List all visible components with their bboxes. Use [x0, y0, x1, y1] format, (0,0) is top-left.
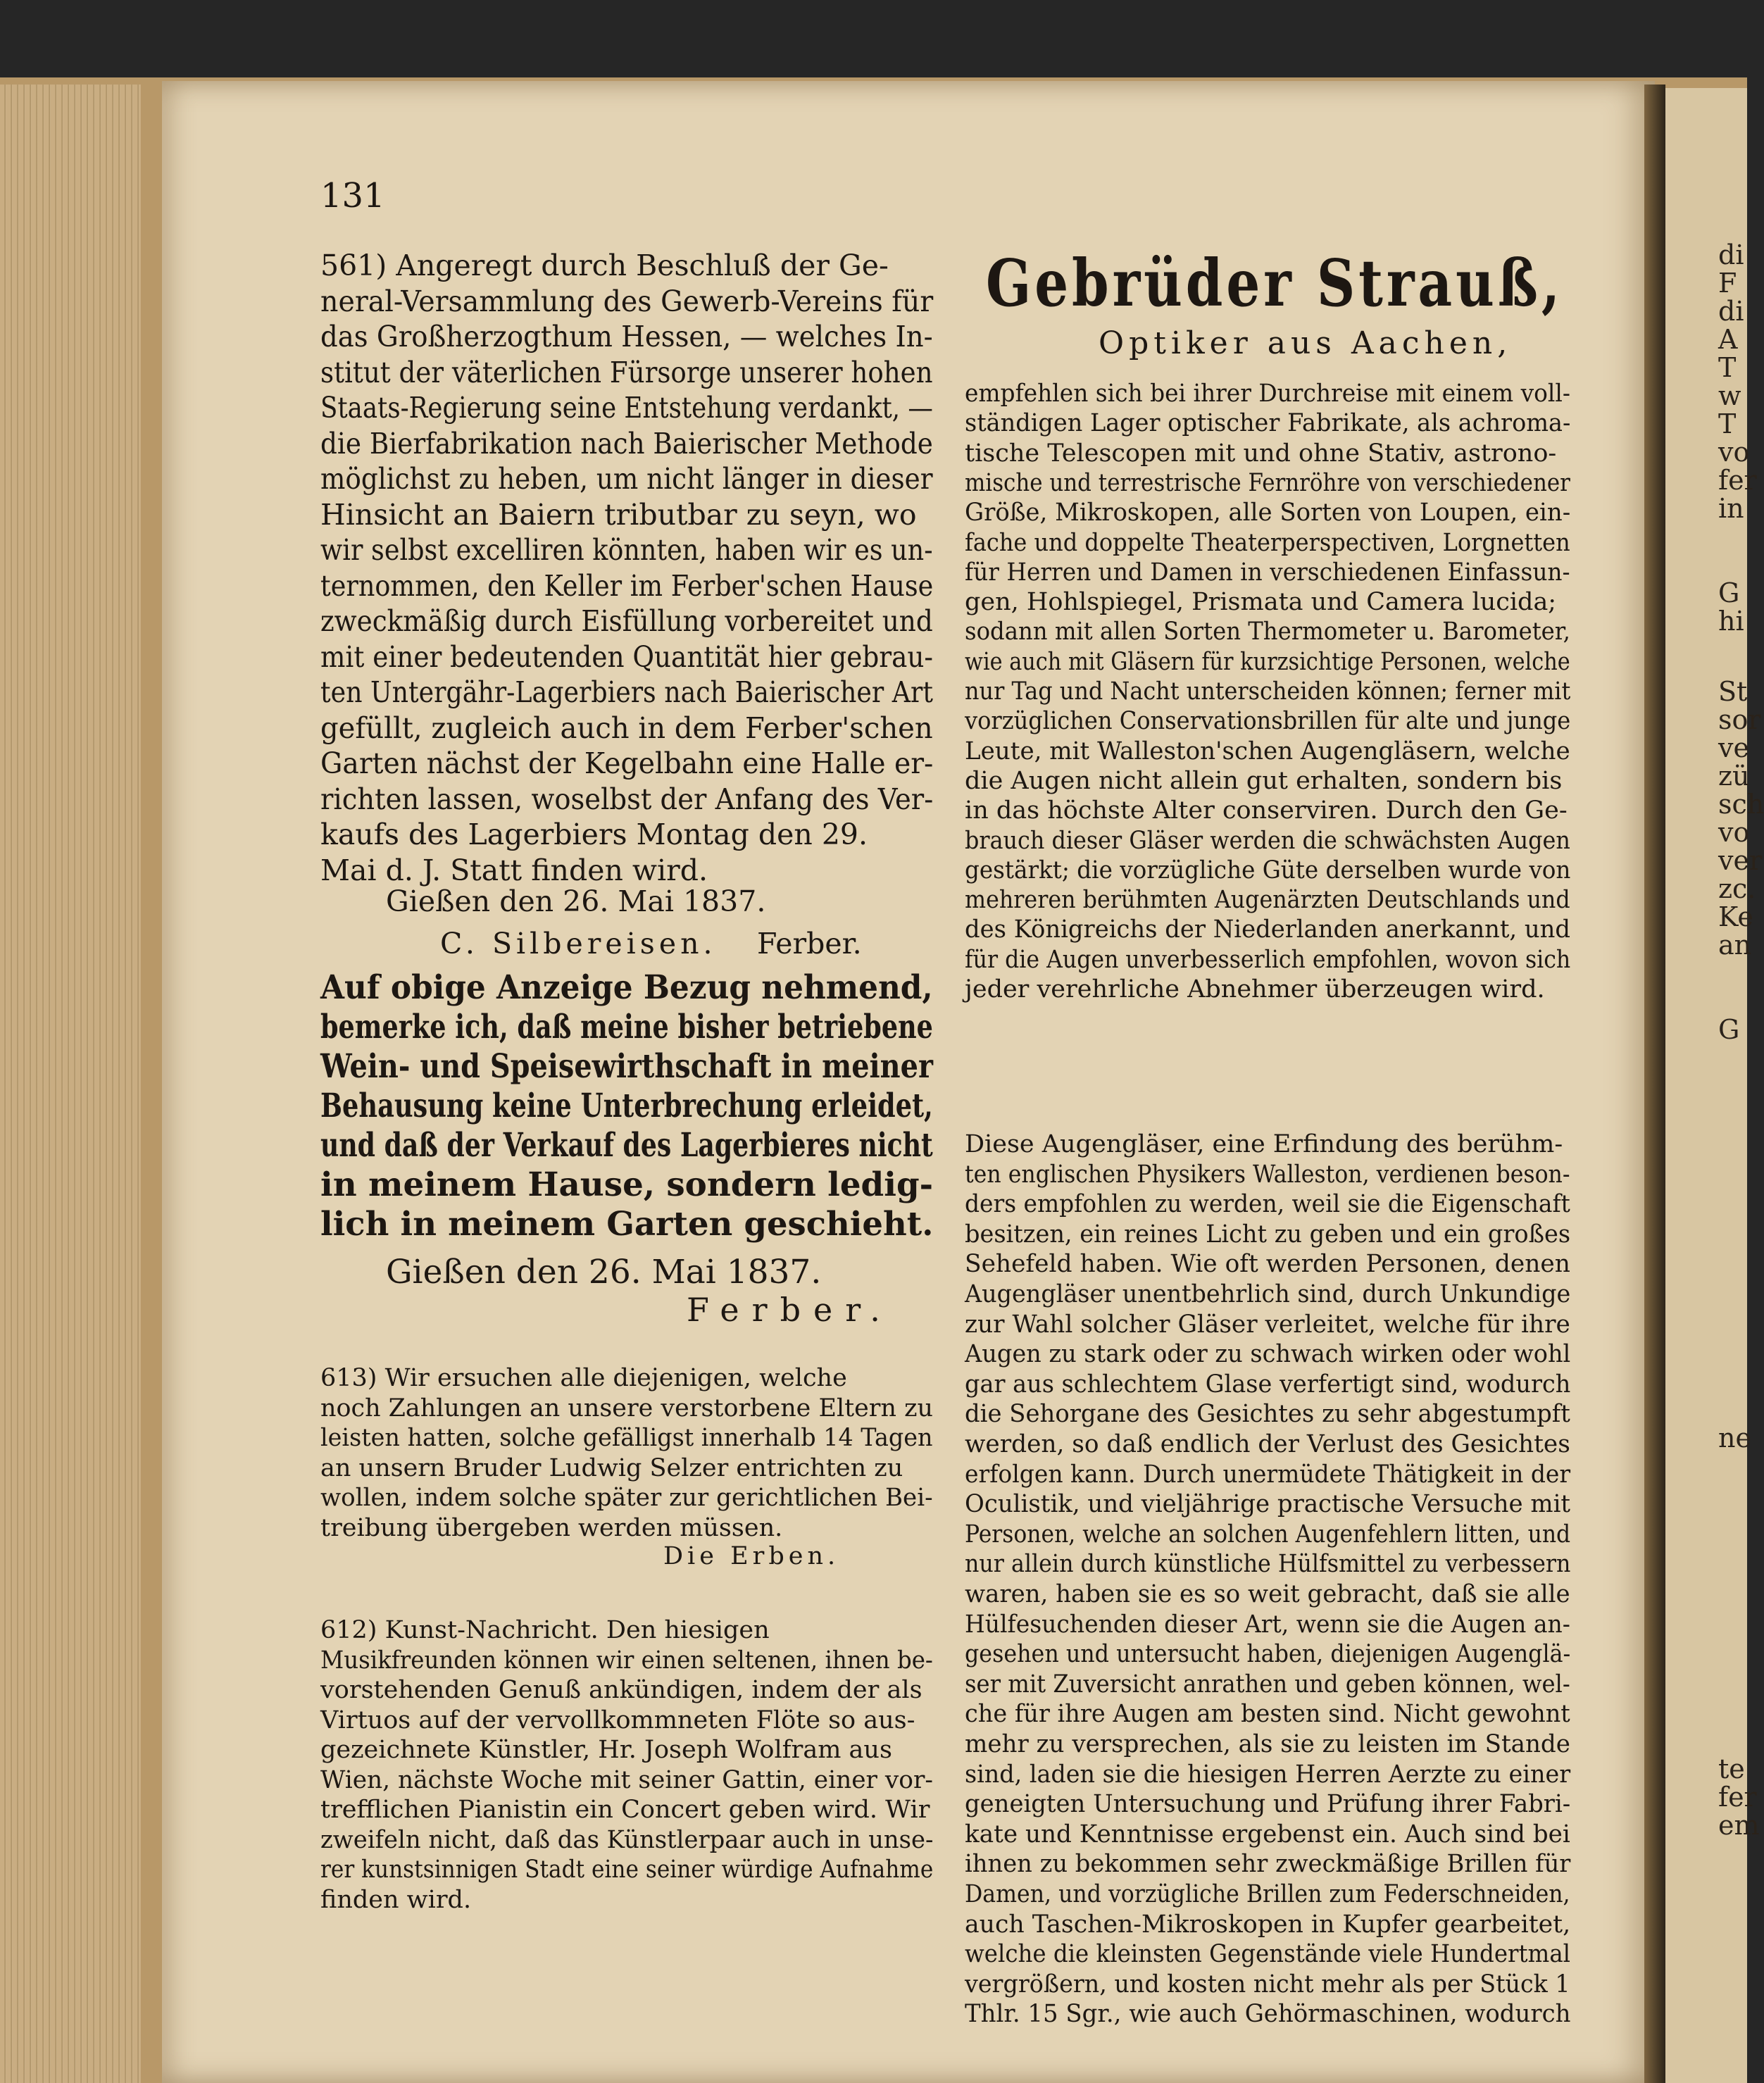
- text-line: nur allein durch künstliche Hülfsmittel zu verbessern: [965, 1550, 1571, 1579]
- signature-ferber: Ferber.: [757, 927, 862, 961]
- text-line: in das höchste Alter conserviren. Durch den Ge-: [965, 796, 1568, 825]
- text-line: Augengläser unentbehrlich sind, durch Unkundige: [965, 1280, 1571, 1308]
- text-line: Größe, Mikroskopen, alle Sorten von Loupen, ein-: [965, 499, 1571, 527]
- text-line: che für ihre Augen am besten sind. Nicht gewohnt: [965, 1700, 1570, 1729]
- text-line: Sehefeld haben. Wie oft werden Personen, denen: [965, 1250, 1570, 1279]
- text-line: welche die kleinsten Gegenstände viele Hundertmal: [965, 1940, 1571, 1969]
- text-line: Staats-Regierung seine Entstehung verdankt, —: [320, 391, 933, 425]
- text-line: Augen zu stark oder zu schwach wirken oder wohl: [965, 1340, 1571, 1369]
- text-line: sodann mit allen Sorten Thermometer u. Barometer,: [965, 618, 1570, 646]
- text-line: nur Tag und Nacht unterscheiden können; ferner mit: [965, 677, 1571, 706]
- next-page-fragment: F: [1718, 268, 1737, 299]
- next-page-fragment: di: [1718, 296, 1744, 327]
- text-line: mit einer bedeutenden Quantität hier gebrau-: [320, 639, 934, 674]
- text-line: Leute, mit Walleston'schen Augengläsern, welche: [965, 737, 1570, 765]
- page-edges: [0, 85, 141, 2083]
- text-line: vergrößern, und kosten nicht mehr als per Stück 1: [965, 1970, 1570, 1998]
- text-line: ten Untergähr-Lagerbiers nach Baierischer Art: [320, 675, 933, 709]
- next-page-fragment: sch: [1718, 789, 1764, 820]
- date-2: Gießen den 26. Mai 1837.: [386, 1253, 822, 1291]
- text-line: ihnen zu bekommen sehr zweckmäßige Brillen für: [965, 1850, 1571, 1879]
- text-line: waren, haben sie es so weit gebracht, daß sie alle: [965, 1580, 1570, 1608]
- next-page-fragment: ne: [1718, 1422, 1751, 1453]
- next-page-fragment: T: [1718, 352, 1737, 383]
- text-line: gefüllt, zugleich auch in dem Ferber'schen: [320, 711, 933, 745]
- text-line: Virtuos auf der vervollkommneten Flöte so aus-: [320, 1706, 915, 1734]
- text-line: rer kunstsinnigen Stadt eine seiner würdige Aufnahme: [320, 1856, 934, 1884]
- next-page-fragment: A: [1718, 324, 1738, 355]
- text-line: ständigen Lager optischer Fabrikate, als achroma-: [965, 409, 1571, 438]
- text-line: in meinem Hause, sondern ledig-: [320, 1165, 934, 1204]
- text-line: fache und doppelte Theaterperspectiven, Lorgnetten: [965, 528, 1570, 557]
- date-1: Gießen den 26. Mai 1837.: [386, 884, 766, 918]
- next-page-fragment: Ke: [1718, 901, 1753, 932]
- text-line: für die Augen unverbesserlich empfohlen, wovon sich: [965, 945, 1571, 974]
- text-line: tische Telescopen mit und ohne Stativ, astrono-: [965, 439, 1557, 468]
- text-line: zur Wahl solcher Gläser verleitet, welche für ihre: [965, 1310, 1570, 1339]
- page-number: 131: [320, 176, 385, 215]
- text-line: wie auch mit Gläsern für kurzsichtige Personen, welche: [965, 647, 1570, 676]
- text-line: 561) Angeregt durch Beschluß der Ge-: [320, 249, 889, 282]
- text-line: und daß der Verkauf des Lagerbieres nicht: [320, 1126, 933, 1165]
- text-line: die Sehorgane des Gesichtes zu sehr abgestumpft: [965, 1400, 1570, 1429]
- next-page-fragment: zü: [1718, 761, 1750, 792]
- text-line: noch Zahlungen an unsere verstorbene Eltern zu: [320, 1394, 933, 1422]
- text-line: vorzüglichen Conservationsbrillen für alte und junge: [965, 707, 1571, 736]
- text-line: die Bierfabrikation nach Baierischer Methode: [320, 426, 933, 461]
- text-line: wollen, indem solche später zur gerichtlichen Bei-: [320, 1484, 933, 1512]
- next-page-fragment: G: [1718, 1014, 1740, 1045]
- text-line: gezeichnete Künstler, Hr. Joseph Wolfram aus: [320, 1736, 892, 1764]
- next-page-fragment: te: [1718, 1753, 1745, 1784]
- text-line: möglichst zu heben, um nicht länger in dieser: [320, 462, 933, 496]
- text-line: gar aus schlechtem Glase verfertigt sind, wodurch: [965, 1370, 1571, 1399]
- text-line: lich in meinem Garten geschieht.: [320, 1205, 934, 1244]
- next-page-fragment: ver: [1718, 845, 1763, 876]
- text-line: neral-Versammlung des Gewerb-Vereins für: [320, 284, 934, 318]
- text-line: Hülfesuchenden dieser Art, wenn sie die Augen an-: [965, 1610, 1570, 1639]
- next-page-fragment: em: [1718, 1810, 1760, 1841]
- text-line: ten englischen Physikers Walleston, verdienen beson-: [965, 1160, 1570, 1189]
- text-line: werden, so daß endlich der Verlust des Gesichtes: [965, 1430, 1570, 1458]
- text-line: richten lassen, woselbst der Anfang des Ver-: [320, 782, 934, 816]
- next-page-fragment: hi: [1718, 606, 1744, 637]
- text-line: bemerke ich, daß meine bisher betriebene: [320, 1008, 933, 1046]
- text-line: Auf obige Anzeige Bezug nehmend,: [320, 968, 933, 1007]
- text-line: Oculistik, und vieljährige practische Versuche mit: [965, 1490, 1571, 1519]
- text-line: mehreren berühmten Augenärzten Deutschlands und: [965, 886, 1570, 915]
- text-line: für Herren und Damen in verschiedenen Einfassun-: [965, 558, 1570, 587]
- text-line: Diese Augengläser, eine Erfindung des berühm-: [965, 1130, 1563, 1158]
- text-line: trefflichen Pianistin ein Concert geben wird. Wir: [320, 1796, 930, 1824]
- text-line: die Augen nicht allein gut erhalten, sondern bis: [965, 766, 1563, 795]
- next-page-fragment: an: [1718, 930, 1752, 961]
- text-line: ders empfohlen zu werden, weil sie die Eigenschaft: [965, 1190, 1570, 1219]
- text-line: 612) Kunst-Nachricht. Den hiesigen: [320, 1616, 770, 1644]
- text-line: Hinsicht an Baiern tributbar zu seyn, wo: [320, 497, 917, 532]
- text-line: ser mit Zuversicht anrathen und geben können, wel-: [965, 1670, 1570, 1699]
- text-line: mische und terrestrische Fernröhre von verschiedener: [965, 468, 1570, 497]
- signature-erben: Die Erben.: [663, 1542, 840, 1570]
- text-line: zweckmäßig durch Eisfüllung vorbereitet und: [320, 604, 933, 638]
- text-line: ternommen, den Keller im Ferber'schen Hause: [320, 568, 934, 603]
- text-line: 613) Wir ersuchen alle diejenigen, welche: [320, 1364, 847, 1392]
- text-line: zweifeln nicht, daß das Künstlerpaar auch in unse-: [320, 1825, 934, 1854]
- text-line: gesehen und untersucht haben, diejenigen Augenglä-: [965, 1640, 1571, 1669]
- text-line: besitzen, ein reines Licht zu geben und ein großes: [965, 1220, 1571, 1249]
- next-page-fragment: vo: [1718, 817, 1750, 848]
- text-line: Wien, nächste Woche mit seiner Gattin, einer vor-: [320, 1765, 934, 1794]
- next-page-fragment: in: [1718, 493, 1744, 524]
- text-line: geneigten Untersuchung und Prüfung ihrer Fabri-: [965, 1790, 1571, 1819]
- text-line: an unsern Bruder Ludwig Selzer entrichten zu: [320, 1453, 903, 1482]
- text-line: Wein- und Speisewirthschaft in meiner: [320, 1047, 933, 1086]
- signature-silbereisen: C. Silbereisen.: [440, 927, 717, 961]
- text-line: kate und Kenntnisse ergebenst ein. Auch sind bei: [965, 1820, 1570, 1849]
- advert-headline: Gebrüder Strauß,: [986, 245, 1563, 321]
- next-page-fragment: G: [1718, 577, 1740, 608]
- next-page-fragment: T: [1718, 408, 1737, 439]
- text-line: treibung übergeben werden müssen.: [320, 1513, 783, 1542]
- next-page-fragment: St: [1718, 676, 1748, 707]
- text-line: empfehlen sich bei ihrer Durchreise mit einem voll-: [965, 380, 1571, 408]
- next-page-fragment: w: [1718, 380, 1741, 411]
- text-line: jeder verehrliche Abnehmer überzeugen wird.: [965, 975, 1545, 1003]
- book-gutter: [1644, 85, 1665, 2083]
- next-page-fragment: zc.: [1718, 873, 1756, 904]
- text-line: gestärkt; die vorzügliche Güte derselben wurde von: [965, 856, 1571, 884]
- text-line: Mai d. J. Statt finden wird.: [320, 853, 708, 887]
- text-line: stitut der väterlichen Fürsorge unserer hohen: [320, 355, 933, 389]
- text-line: brauch dieser Gläser werden die schwächsten Augen: [965, 826, 1570, 855]
- next-page-fragment: fer: [1718, 465, 1757, 496]
- advert-subheadline: Optiker aus Aachen,: [1099, 325, 1513, 361]
- text-line: das Großherzogthum Hessen, — welches In-: [320, 320, 933, 354]
- text-line: leisten hatten, solche gefälligst innerhalb 14 Tagen: [320, 1424, 933, 1452]
- text-line: finden wird.: [320, 1885, 472, 1914]
- text-line: wir selbst excelliren könnten, haben wir es un-: [320, 533, 933, 567]
- text-line: Musikfreunden können wir einen seltenen, ihnen be-: [320, 1646, 933, 1675]
- text-line: Personen, welche an solchen Augenfehlern litten, und: [965, 1520, 1571, 1549]
- next-page-fragment: di: [1718, 239, 1744, 270]
- text-line: erfolgen kann. Durch unermüdete Thätigkeit in der: [965, 1460, 1571, 1489]
- text-line: mehr zu versprechen, als sie zu leisten im Stande: [965, 1730, 1570, 1758]
- text-line: Thlr. 15 Sgr., wie auch Gehörmaschinen, wodurch: [965, 2000, 1571, 2029]
- text-line: kaufs des Lagerbiers Montag den 29.: [320, 818, 868, 851]
- text-line: des Königreichs der Niederlanden anerkannt, und: [965, 915, 1571, 944]
- signature-ferber-2: Ferber.: [687, 1291, 893, 1329]
- next-page-fragment: vo: [1718, 437, 1750, 468]
- next-page-fragment: ve: [1718, 732, 1749, 763]
- text-line: Garten nächst der Kegelbahn eine Halle er-: [320, 746, 934, 780]
- text-line: Damen, und vorzügliche Brillen zum Federschneiden,: [965, 1880, 1570, 1908]
- text-line: sind, laden sie die hiesigen Herren Aerzte zu einer: [965, 1760, 1571, 1789]
- next-page-fragment: sor: [1718, 704, 1761, 735]
- text-line: auch Taschen-Mikroskopen in Kupfer gearbeitet,: [965, 1910, 1571, 1939]
- text-line: gen, Hohlspiegel, Prismata und Camera lucida;: [965, 588, 1557, 617]
- next-page-fragment: fer: [1718, 1782, 1757, 1813]
- text-line: Behausung keine Unterbrechung erleidet,: [320, 1087, 933, 1125]
- text-line: vorstehenden Genuß ankündigen, indem der als: [320, 1676, 922, 1704]
